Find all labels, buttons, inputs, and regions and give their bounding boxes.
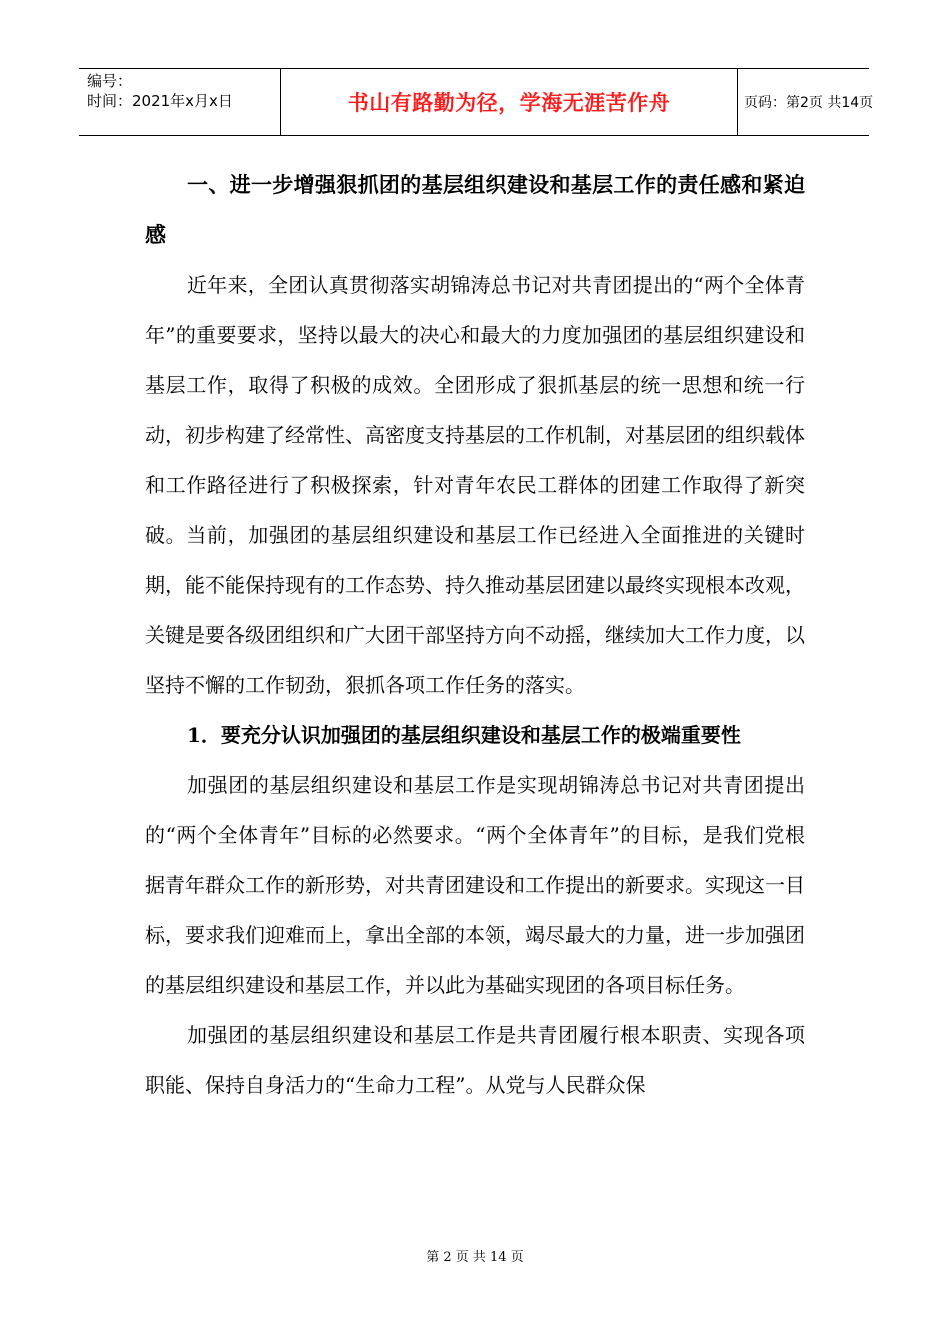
- document-date-label: 时间：2021年x月x日: [87, 92, 233, 110]
- footer-page-number: 第 2 页 共 14 页: [426, 1250, 524, 1265]
- document-number-label: 编号：: [87, 72, 133, 90]
- header-motto-cell: [281, 69, 738, 135]
- body-paragraph: 加强团的基层组织建设和基层工作是实现胡锦涛总书记对共青团提出的“两个全体青年”目标的必然要求。“两个全体青年”的目标，是我们党根据青年群众工作的新形势，对共青团建设和工作提出的新要求。实现这一目标，要求我们迎难而上，拿出全部的本领，竭尽最大的力量，进一步加强团的基层组织建设和基层工作，并以此为基础实现团的各项目标任务。: [145, 773, 805, 997]
- subsection-heading: 1．要充分认识加强团的基层组织建设和基层工作的极端重要性: [187, 723, 741, 747]
- header-motto: 书山有路勤为径，学海无涯苦作舟: [347, 91, 671, 115]
- header-page-info: 页码：第2页 共14页: [744, 95, 874, 111]
- page-footer: [0, 1246, 950, 1265]
- section-heading: 一、进一步增强狠抓团的基层组织建设和基层工作的责任感和紧迫感: [145, 173, 805, 247]
- body-paragraph: 近年来，全团认真贯彻落实胡锦涛总书记对共青团提出的“两个全体青年”的重要要求，坚持以最大的决心和最大的力度加强团的基层组织建设和基层工作，取得了积极的成效。全团形成了狠抓基层的统一思想和统一行动，初步构建了经常性、高密度支持基层的工作机制，对基层团的组织载体和工作路径进行了积极探索，针对青年农民工群体的团建工作取得了新突破。当前，加强团的基层组织建设和基层工作已经进入全面推进的关键时期，能不能保持现有的工作态势、持久推动基层团建以最终实现根本改观，关键是要各级团组织和广大团干部坚持方向不动摇，继续加大工作力度，以坚持不懈的工作韧劲，狠抓各项工作任务的落实。: [145, 273, 805, 697]
- body-paragraph: 加强团的基层组织建设和基层工作是共青团履行根本职责、实现各项职能、保持自身活力的“生命力工程”。从党与人民群众保: [145, 1023, 805, 1097]
- document-header: [79, 68, 874, 136]
- header-meta-cell: [79, 69, 281, 135]
- document-body: [145, 160, 805, 1110]
- header-page-cell: [738, 69, 874, 135]
